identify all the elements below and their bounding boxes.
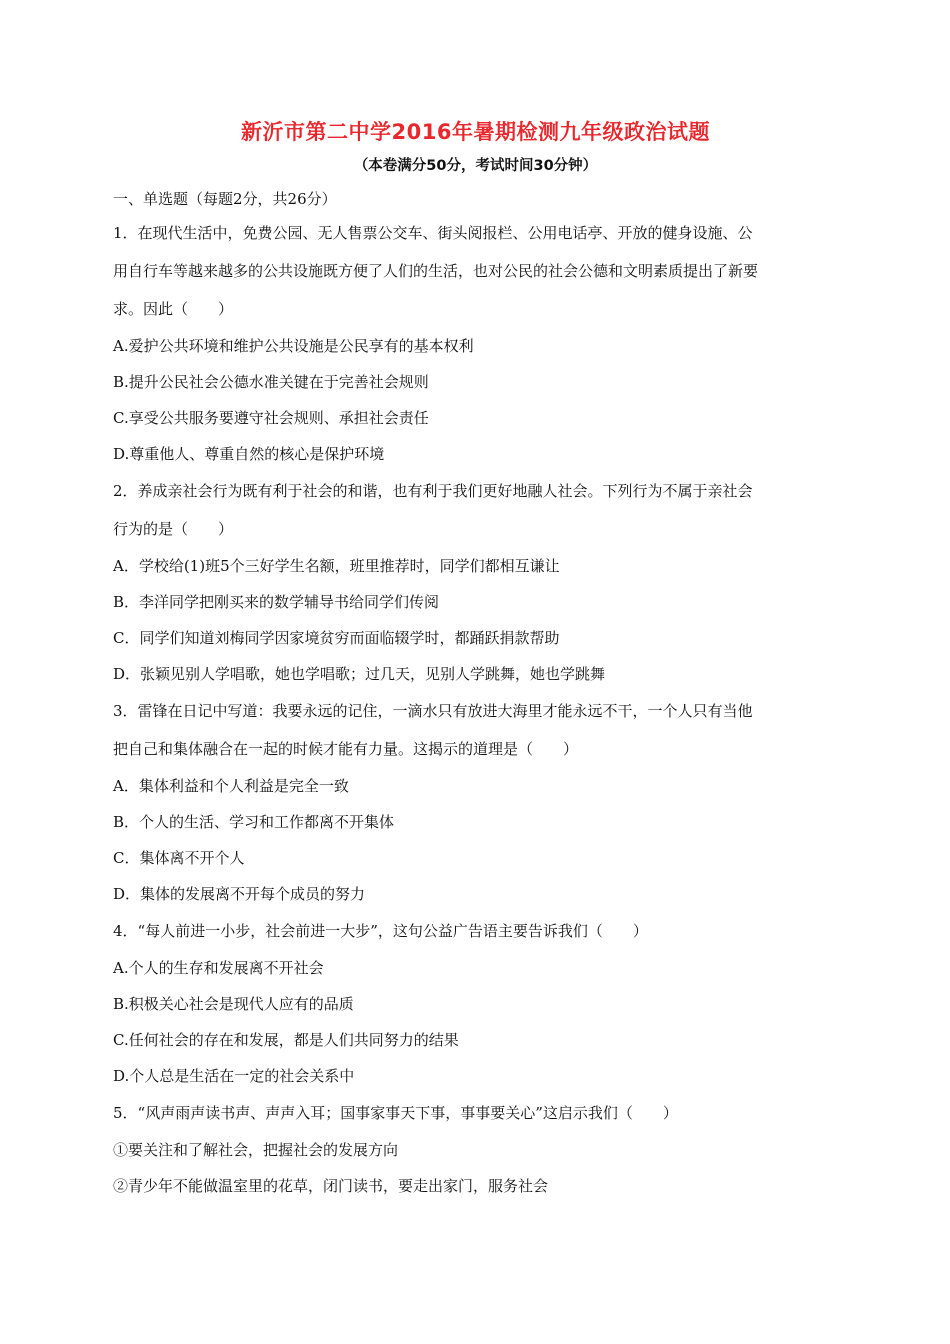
question-stem-line: 5．“风声雨声读书声、声声入耳；国事家事天下事，事事要关心”这启示我们（ ） <box>113 1104 678 1122</box>
option-d: D．张颖见别人学唱歌，她也学唱歌；过几天，见别人学跳舞，她也学跳舞 <box>113 665 606 683</box>
option-b: B．个人的生活、学习和工作都离不开集体 <box>113 813 395 831</box>
question-stem-line: 用自行车等越来越多的公共设施既方便了人们的生活，也对公民的社会公德和文明素质提出了新要 <box>113 262 759 280</box>
option-a: A.个人的生存和发展离不开社会 <box>113 959 324 977</box>
statement-2: ②青少年不能做温室里的花草，闭门读书，要走出家门，服务社会 <box>113 1177 549 1195</box>
question-stem-line: 求。因此（ ） <box>113 300 234 318</box>
option-b: B．李洋同学把刚买来的数学辅导书给同学们传阅 <box>113 593 440 611</box>
option-c: C.任何社会的存在和发展，都是人们共同努力的结果 <box>113 1031 459 1049</box>
question-3 <box>113 692 838 912</box>
exam-subtitle: （本卷满分50分，考试时间30分钟） <box>353 158 598 174</box>
option-a: A.爱护公共环境和维护公共设施是公民享有的基本权利 <box>113 337 474 355</box>
question-4 <box>113 912 838 1094</box>
section-heading: 一、单选题（每题2分，共26分） <box>113 190 337 208</box>
option-a: A．集体利益和个人利益是完全一致 <box>113 777 349 795</box>
question-stem-line: 把自己和集体融合在一起的时候才能有力量。这揭示的道理是（ ） <box>113 740 579 758</box>
option-a: A．学校给(1)班5个三好学生名额，班里推荐时，同学们都相互谦让 <box>113 557 560 575</box>
statement-1: ①要关注和了解社会，把握社会的发展方向 <box>113 1141 399 1159</box>
option-d: D．集体的发展离不开每个成员的努力 <box>113 885 366 903</box>
option-c: C．集体离不开个人 <box>113 849 245 867</box>
question-stem-line: 1．在现代生活中，免费公园、无人售票公交车、街头阅报栏、公用电话亭、开放的健身设施、公 <box>113 224 753 242</box>
option-b: B.积极关心社会是现代人应有的品质 <box>113 995 354 1013</box>
option-c: C.享受公共服务要遵守社会规则、承担社会责任 <box>113 409 429 427</box>
option-d: D.尊重他人、尊重自然的核心是保护环境 <box>113 445 385 463</box>
question-1 <box>113 214 838 472</box>
exam-title: 新沂市第二中学2016年暑期检测九年级政治试题 <box>241 120 710 144</box>
option-b: B.提升公民社会公德水准关键在于完善社会规则 <box>113 373 429 391</box>
question-stem-line: 2．养成亲社会行为既有利于社会的和谐，也有利于我们更好地融人社会。下列行为不属于亲社会 <box>113 482 753 500</box>
question-stem-line: 行为的是（ ） <box>113 520 234 538</box>
question-5 <box>113 1094 838 1204</box>
option-d: D.个人总是生活在一定的社会关系中 <box>113 1067 355 1085</box>
question-2 <box>113 472 838 692</box>
question-stem-line: 4．“每人前进一小步，社会前进一大步”，这句公益广告语主要告诉我们（ ） <box>113 922 648 940</box>
question-stem-line: 3．雷锋在日记中写道：我要永远的记住，一滴水只有放进大海里才能永远不干，一个人只有当他 <box>113 702 753 720</box>
option-c: C．同学们知道刘梅同学因家境贫穷而面临辍学时，都踊跃捐款帮助 <box>113 629 560 647</box>
